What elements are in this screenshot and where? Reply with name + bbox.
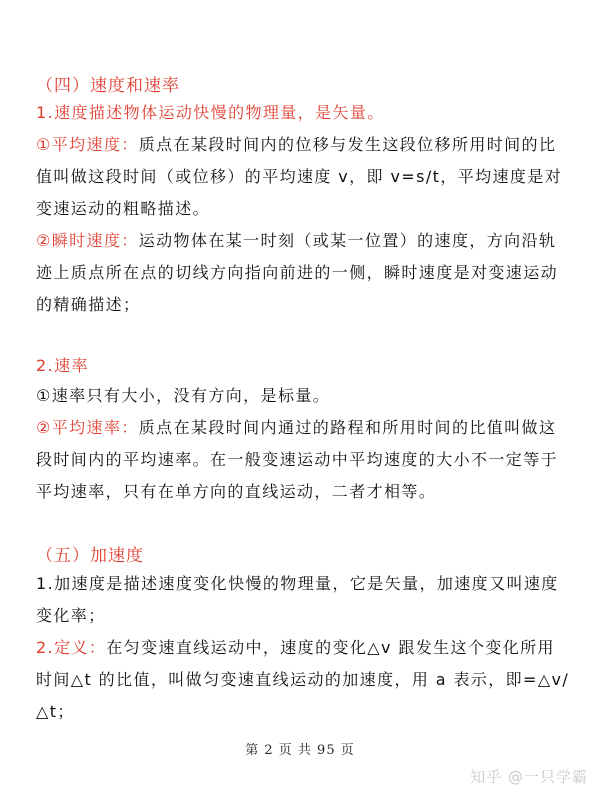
acceleration-formula-paragraph bbox=[36, 632, 571, 728]
section-four-title: （四）速度和速率 bbox=[36, 76, 180, 96]
zhihu-watermark: 知乎 @一只学霸 bbox=[470, 768, 588, 786]
average-velocity-label: ①平均速度： bbox=[36, 135, 139, 154]
section-five-title: （五）加速度 bbox=[36, 546, 144, 566]
speed-scalar-point: ①速率只有大小，没有方向，是标量。 bbox=[36, 386, 331, 405]
page-number-footer: 第 2 页 共 95 页 bbox=[245, 743, 355, 758]
average-velocity-text: 质点在某段时间内的位移与发生这段位移所用时间的比值叫做这段时间（或位移）的平均速度 v，即 v=s/t，平均速度是对变速运动的粗略描述。 bbox=[36, 135, 563, 218]
average-speed-label: ②平均速率： bbox=[36, 418, 139, 437]
acceleration-definition-point: 1.加速度是描述速度变化快慢的物理量，它是矢量，加速度又叫速度变化率； bbox=[36, 574, 559, 625]
average-speed-text: 质点在某段时间内通过的路程和所用时间的比值叫做这段时间内的平均速率。在一般变速运动中平均速度的大小不一定等于平均速率，只有在单方向的直线运动，二者才相等。 bbox=[36, 418, 559, 501]
instantaneous-velocity-label: ②瞬时速度： bbox=[36, 231, 139, 250]
definition-text: 在匀变速直线运动中，速度的变化△v 跟发生这个变化所用时间△t 的比值，叫做匀变速直线运动的加速度，用 a 表示，即=△v/△t； bbox=[36, 638, 570, 721]
definition-label: 2.定义： bbox=[36, 638, 107, 657]
average-velocity-paragraph bbox=[36, 129, 571, 225]
instantaneous-velocity-paragraph bbox=[36, 225, 571, 321]
instantaneous-velocity-text: 运动物体在某一时刻（或某一位置）的速度，方向沿轨迹上质点所在点的切线方向指向前进的一侧，瞬时速度是对变速运动的精确描述； bbox=[36, 231, 559, 314]
speed-heading: 2.速率 bbox=[36, 356, 89, 375]
section-four-point-1: 1.速度描述物体运动快慢的物理量，是矢量。 bbox=[36, 103, 385, 122]
average-speed-paragraph bbox=[36, 412, 571, 508]
